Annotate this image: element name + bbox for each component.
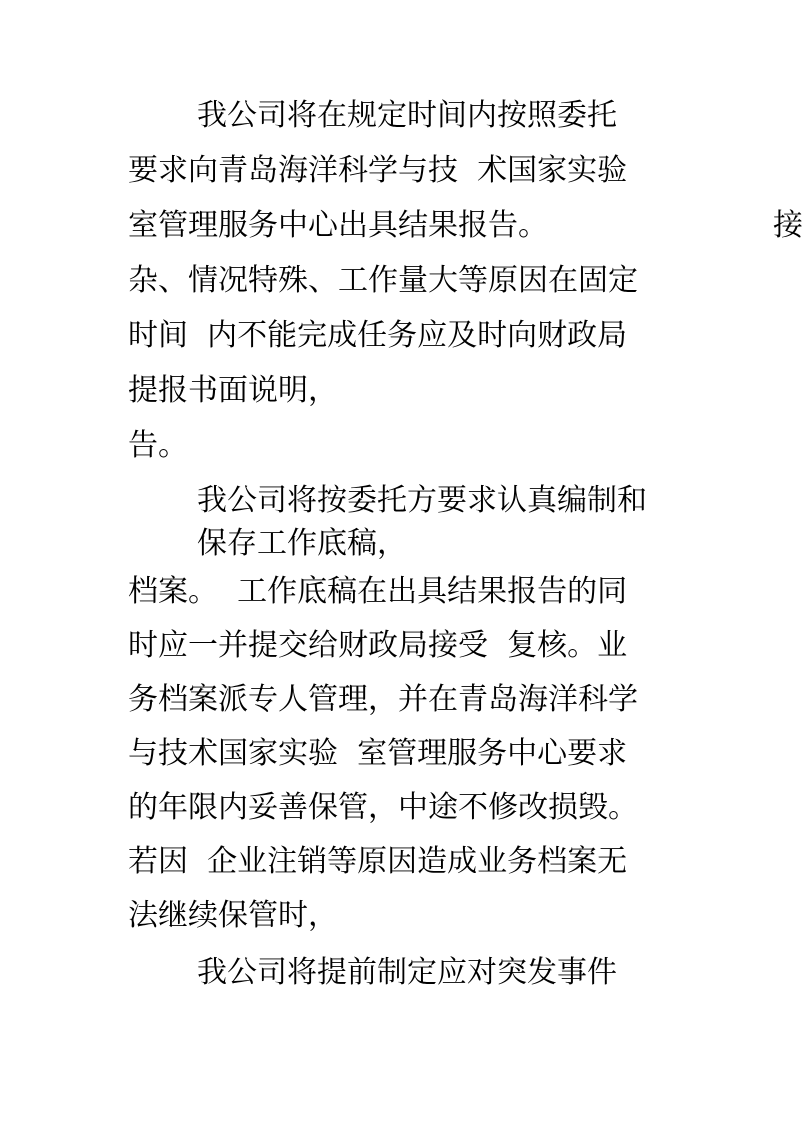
text-line: 我公司将在规定时间内按照委托 <box>197 98 617 133</box>
text-line: 与技术国家实验 室管理服务中心要求 <box>128 736 628 771</box>
text-line: 法继续保管时， <box>128 898 338 933</box>
text-line: 我公司将提前制定应对突发事件 <box>197 955 617 990</box>
text-line: 告。 <box>128 428 188 463</box>
text-line: 时应一并提交给财政局接受 复核。业 <box>128 628 628 663</box>
text-line: 档案。 工作底稿在出具结果报告的同 <box>128 574 628 609</box>
text-line: 杂、情况特殊、工作量大等原因在固定 <box>128 263 638 298</box>
text-line-clipped: 接 <box>773 208 803 243</box>
text-line: 保存工作底稿， <box>197 526 407 561</box>
text-line: 务档案派专人管理，并在青岛海洋科学 <box>128 682 638 717</box>
text-line: 的年限内妥善保管，中途不修改损毁。 <box>128 790 638 825</box>
text-line: 要求向青岛海洋科学与技 术国家实验 <box>128 153 628 188</box>
text-line: 提报书面说明， <box>128 373 338 408</box>
text-line: 时间 内不能完成任务应及时向财政局 <box>128 318 628 353</box>
text-line: 若因 企业注销等原因造成业务档案无 <box>128 844 628 879</box>
text-line: 室管理服务中心出具结果报告。 <box>128 208 548 243</box>
text-line: 我公司将按委托方要求认真编制和 <box>197 483 647 518</box>
